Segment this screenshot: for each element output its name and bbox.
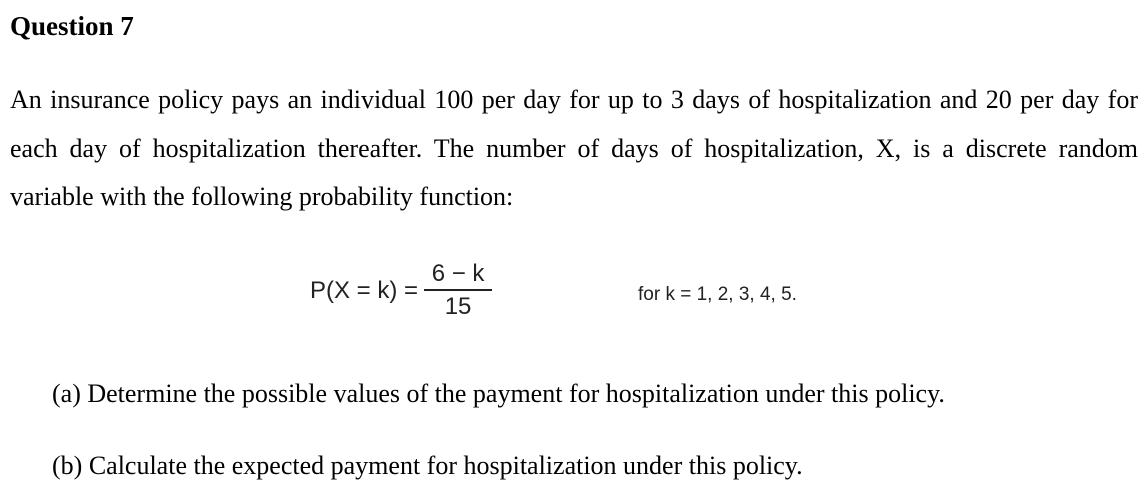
formula-lhs: P(X = k) = [310, 277, 419, 304]
formula-denominator: 15 [444, 293, 472, 320]
formula-fraction [424, 259, 492, 323]
part-a: (a) Determine the possible values of the payment for hospitalization under this policy. [52, 379, 945, 408]
question-paragraph: An insurance policy pays an individual 100 per day for up to 3 days of hospitalization and 20 per day for each day of hospitalization thereafter. The number of days of hospitalization, X, is a discrete random variable with the following probability function: [10, 85, 1138, 211]
probability-function [310, 254, 492, 328]
question-title: Question 7 [10, 11, 134, 41]
part-b: (b) Calculate the expected payment for hospitalization under this policy. [52, 451, 803, 480]
formula-domain: for k = 1, 2, 3, 4, 5. [638, 284, 797, 305]
formula-numerator: 6 − k [431, 260, 485, 287]
